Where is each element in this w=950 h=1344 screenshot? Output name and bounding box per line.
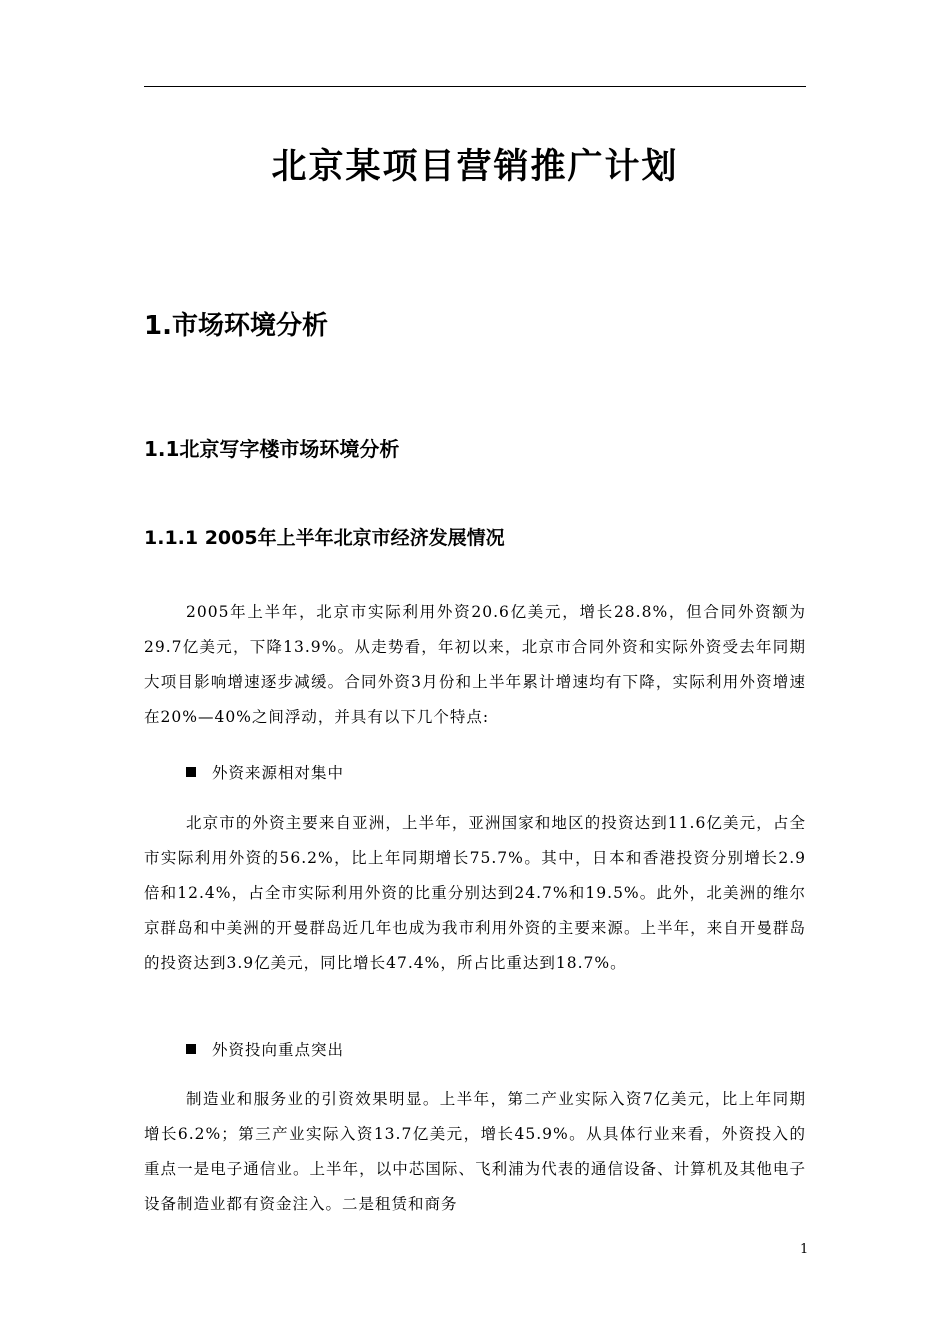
square-bullet-icon: [186, 767, 196, 777]
bullet-item-2: [186, 1033, 344, 1068]
paragraph-bullet-2: 制造业和服务业的引资效果明显。上半年，第二产业实际入资7亿美元，比上年同期增长6.2%；第三产业实际入资13.7亿美元，增长45.9%。从具体行业来看，外资投入的重点一是电子通信业。上半年，以中芯国际、飞利浦为代表的通信设备、计算机及其他电子设备制造业都有资金注入。二是租赁和商务: [144, 1090, 806, 1213]
square-bullet-icon: [186, 1044, 196, 1054]
paragraph-bullet-1: 北京市的外资主要来自亚洲，上半年，亚洲国家和地区的投资达到11.6亿美元，占全市实际利用外资的56.2%，比上年同期增长75.7%。其中，日本和香港投资分别增长2.9倍和12.4%，占全市实际利用外资的比重分别达到24.7%和19.5%。此外，北美洲的维尔京群岛和中美洲的开曼群岛近几年也成为我市利用外资的主要来源。上半年，来自开曼群岛的投资达到3.9亿美元，同比增长47.4%，所占比重达到18.7%。: [144, 814, 806, 972]
heading-section-1-1-1: 1.1.1 2005年上半年北京市经济发展情况: [144, 527, 505, 549]
header-rule: [144, 86, 806, 87]
heading-section-1: 1.市场环境分析: [144, 311, 328, 341]
heading-section-1-1: 1.1北京写字楼市场环境分析: [144, 437, 400, 461]
paragraph-intro: 2005年上半年，北京市实际利用外资20.6亿美元，增长28.8%，但合同外资额为29.7亿美元，下降13.9%。从走势看，年初以来，北京市合同外资和实际外资受去年同期大项目影响增速逐步减缓。合同外资3月份和上半年累计增速均有下降，实际利用外资增速在20%—40%之间浮动，并具有以下几个特点:: [144, 603, 806, 726]
page-number: 1: [800, 1242, 809, 1257]
bullet-item-1: [186, 756, 344, 791]
bullet-item-label: 外资来源相对集中: [212, 764, 345, 782]
bullet-item-label: 外资投向重点突出: [212, 1041, 345, 1059]
document-title: 北京某项目营销推广计划: [271, 147, 679, 187]
